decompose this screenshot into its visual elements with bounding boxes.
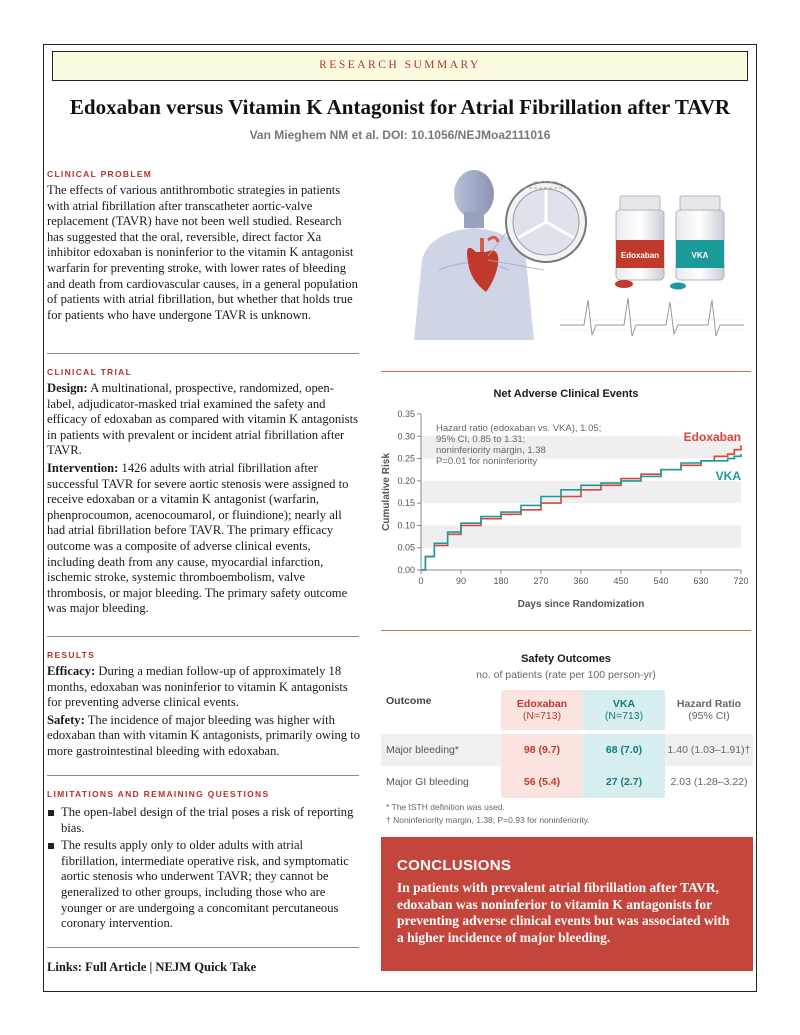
limitations-heading: LIMITATIONS AND REMAINING QUESTIONS <box>47 789 270 799</box>
article-links[interactable]: Links: Full Article | NEJM Quick Take <box>47 960 257 974</box>
x-tick-label: 270 <box>533 576 549 586</box>
vka-cell: 68 (7.0) <box>583 734 665 766</box>
outcome-cell: Major bleeding* <box>386 744 459 756</box>
results-heading: RESULTS <box>47 650 96 660</box>
ecg-icon <box>560 298 744 336</box>
intervention-label: Intervention: <box>47 460 119 475</box>
grid-band <box>421 525 741 547</box>
clinical-trial-text <box>47 381 361 619</box>
outcome-cell: Major GI bleeding <box>386 776 469 788</box>
clinical-problem-heading: CLINICAL PROBLEM <box>47 169 153 179</box>
divider <box>381 371 751 372</box>
y-tick-label: 0.15 <box>397 498 415 509</box>
hr-ci-label: (95% CI) <box>688 710 730 722</box>
hr-header <box>665 690 753 730</box>
safety-title: Safety Outcomes <box>521 653 611 665</box>
list-item: The open-label design of the trial poses a risk of reporting bias. <box>47 805 361 836</box>
edoxaban-header-label: Edoxaban <box>516 698 568 710</box>
efficacy-label: Efficacy: <box>47 664 96 678</box>
y-tick-label: 0.20 <box>397 475 415 486</box>
edoxaban-n: (N=713) <box>522 710 562 722</box>
clinical-trial-heading: CLINICAL TRIAL <box>47 367 133 377</box>
x-tick-label: 450 <box>613 576 629 586</box>
y-tick-label: 0.25 <box>397 453 415 464</box>
intervention-paragraph <box>47 461 361 617</box>
clinical-problem-paragraph: The effects of various antithrombotic strategies in patients with atrial fibrillation after transcatheter aortic-valve replacement (TAVR) have not been well studied. Research has suggested that the oral, reversible, direct factor Xa inhibitor edoxaban is noninferior to the vitamin K antagonist warfarin for preventing stroke, with lower rates of bleeding and death from cardiovascular causes, in a general population of patients with atrial fibrillation, but whether that holds true for patients who have undergone TAVR is unknown. <box>47 183 358 322</box>
results-text <box>47 664 361 762</box>
x-tick-label: 180 <box>493 576 509 586</box>
outcome-header: Outcome <box>386 695 432 707</box>
pill-icon <box>615 280 633 288</box>
illustration <box>384 160 754 340</box>
chart-title: Net Adverse Clinical Events <box>493 388 639 400</box>
safety-label: Safety: <box>47 712 85 727</box>
hr-header-label: Hazard Ratio <box>676 698 742 710</box>
hazard-ratio-annotation: Hazard ratio (edoxaban vs. VKA), 1.05; <box>436 423 602 434</box>
y-tick-label: 0.30 <box>397 431 415 442</box>
divider <box>47 636 359 637</box>
table-row <box>381 766 753 798</box>
clinical-problem-text <box>47 183 361 325</box>
y-tick-label: 0.10 <box>397 520 415 531</box>
y-tick-label: 0.35 <box>397 409 415 419</box>
design-label: Design: <box>47 381 88 395</box>
valve-icon <box>506 182 586 262</box>
x-tick-label: 720 <box>733 576 749 586</box>
research-summary-banner <box>52 51 748 81</box>
pill-icon <box>670 283 686 290</box>
page-title: Edoxaban versus Vitamin K Antagonist for Atrial Fibrillation after TAVR <box>69 95 731 119</box>
edoxaban-header <box>501 690 583 730</box>
limitations-text <box>47 805 361 934</box>
hr-cell: 1.40 (1.03–1.91)† <box>667 744 751 756</box>
series-label-edoxaban: Edoxaban <box>683 430 741 444</box>
vka-header <box>583 690 665 730</box>
banner-label: RESEARCH SUMMARY <box>319 59 481 71</box>
x-axis-label: Days since Randomization <box>517 599 645 610</box>
hr-cell: 2.03 (1.28–3.22) <box>670 776 748 788</box>
table-header-row <box>381 690 753 730</box>
y-tick-label: 0.00 <box>397 565 415 575</box>
series-label-vka: VKA <box>715 469 741 483</box>
edoxaban-cell: 56 (5.4) <box>501 766 583 798</box>
vka-header-label: VKA <box>612 698 636 710</box>
list-item: The results apply only to older adults with atrial fibrillation, intermediate operative risk, and symptomatic aortic stenosis who underwent TAVR; they cannot be generalized to other groups, including those who are younger or are undergoing a concomitant percutaneous coronary intervention. <box>47 838 361 932</box>
divider <box>47 775 359 776</box>
series-line-vka <box>421 454 741 570</box>
limitations-list <box>47 805 361 932</box>
efficacy-text: During a median follow-up of approximately 18 months, edoxaban was noninferior to vitamin K antagonists for preventing adverse clinical events. <box>47 664 348 710</box>
design-text: A multinational, prospective, randomized, open-label, adjudicator-masked trial examined the safety and efficacy of edoxaban as compared with vitamin K antagonists in patients with prevalent or incident atrial fibrillation after TAVR. <box>47 381 359 458</box>
net-adverse-events-chart <box>381 400 756 620</box>
bottle-label: Edoxaban <box>620 251 660 260</box>
divider <box>47 353 359 354</box>
pill-bottle-icon <box>676 196 724 280</box>
x-tick-label: 630 <box>693 576 709 586</box>
pill-bottle-icon <box>616 196 664 280</box>
design-paragraph <box>47 381 361 459</box>
divider <box>47 947 359 948</box>
intervention-text: 1426 adults with atrial fibrillation after successful TAVR for severe aortic stenosis were assigned to receive edoxaban or a vitamin K antagonist (warfarin, phenprocoumon, acenocoumarol, or fluindione); nearly all had atrial fibrillation before TAVR. The primary efficacy outcome was a composite of adverse clinical events, including death from any cause, myocardial infarction, ischemic stroke, systemic thromboembolism, valve thrombosis, or major bleeding. The primary safety outcome was major bleeding. <box>47 460 349 616</box>
safety-subtitle: no. of patients (rate per 100 person-yr) <box>476 669 656 681</box>
footnote: † Noninferiority margin, 1.38; P=0.93 for noninferiority. <box>386 815 590 825</box>
footnote: * The ISTH definition was used. <box>386 802 505 812</box>
y-tick-label: 0.05 <box>397 542 415 553</box>
x-tick-label: 0 <box>418 576 424 586</box>
conclusions-box <box>381 837 753 971</box>
hazard-ratio-annotation: 95% CI, 0.85 to 1.31; <box>436 434 526 445</box>
edoxaban-cell: 98 (9.7) <box>501 734 583 766</box>
y-axis-label: Cumulative Risk <box>381 453 392 531</box>
bottle-label: VKA <box>691 251 709 260</box>
x-tick-label: 90 <box>455 576 467 586</box>
hazard-ratio-annotation: P=0.01 for noninferiority <box>436 456 538 467</box>
safety-text: The incidence of major bleeding was higher with edoxaban than with vitamin K antagonists, primarily owing to more gastrointestinal bleeding with edoxaban. <box>47 712 361 758</box>
vka-n: (N=713) <box>604 710 644 722</box>
divider <box>381 630 751 631</box>
conclusions-text: In patients with prevalent atrial fibrillation after TAVR, edoxaban was noninferior to vitamin K antagonists for preventing adverse clinical events but was associated with a higher incidence of major bleeding. <box>397 880 730 945</box>
safety-paragraph <box>47 713 361 760</box>
citation-link[interactable]: Van Mieghem NM et al. DOI: 10.1056/NEJMoa2111016 <box>249 128 551 142</box>
table-row <box>381 734 753 766</box>
x-tick-label: 360 <box>573 576 589 586</box>
hazard-ratio-annotation: noninferiority margin, 1.38 <box>436 445 546 456</box>
safety-table <box>381 690 753 798</box>
efficacy-paragraph <box>47 664 361 711</box>
x-tick-label: 540 <box>653 576 669 586</box>
vka-cell: 27 (2.7) <box>583 766 665 798</box>
conclusions-heading: CONCLUSIONS <box>397 857 512 874</box>
